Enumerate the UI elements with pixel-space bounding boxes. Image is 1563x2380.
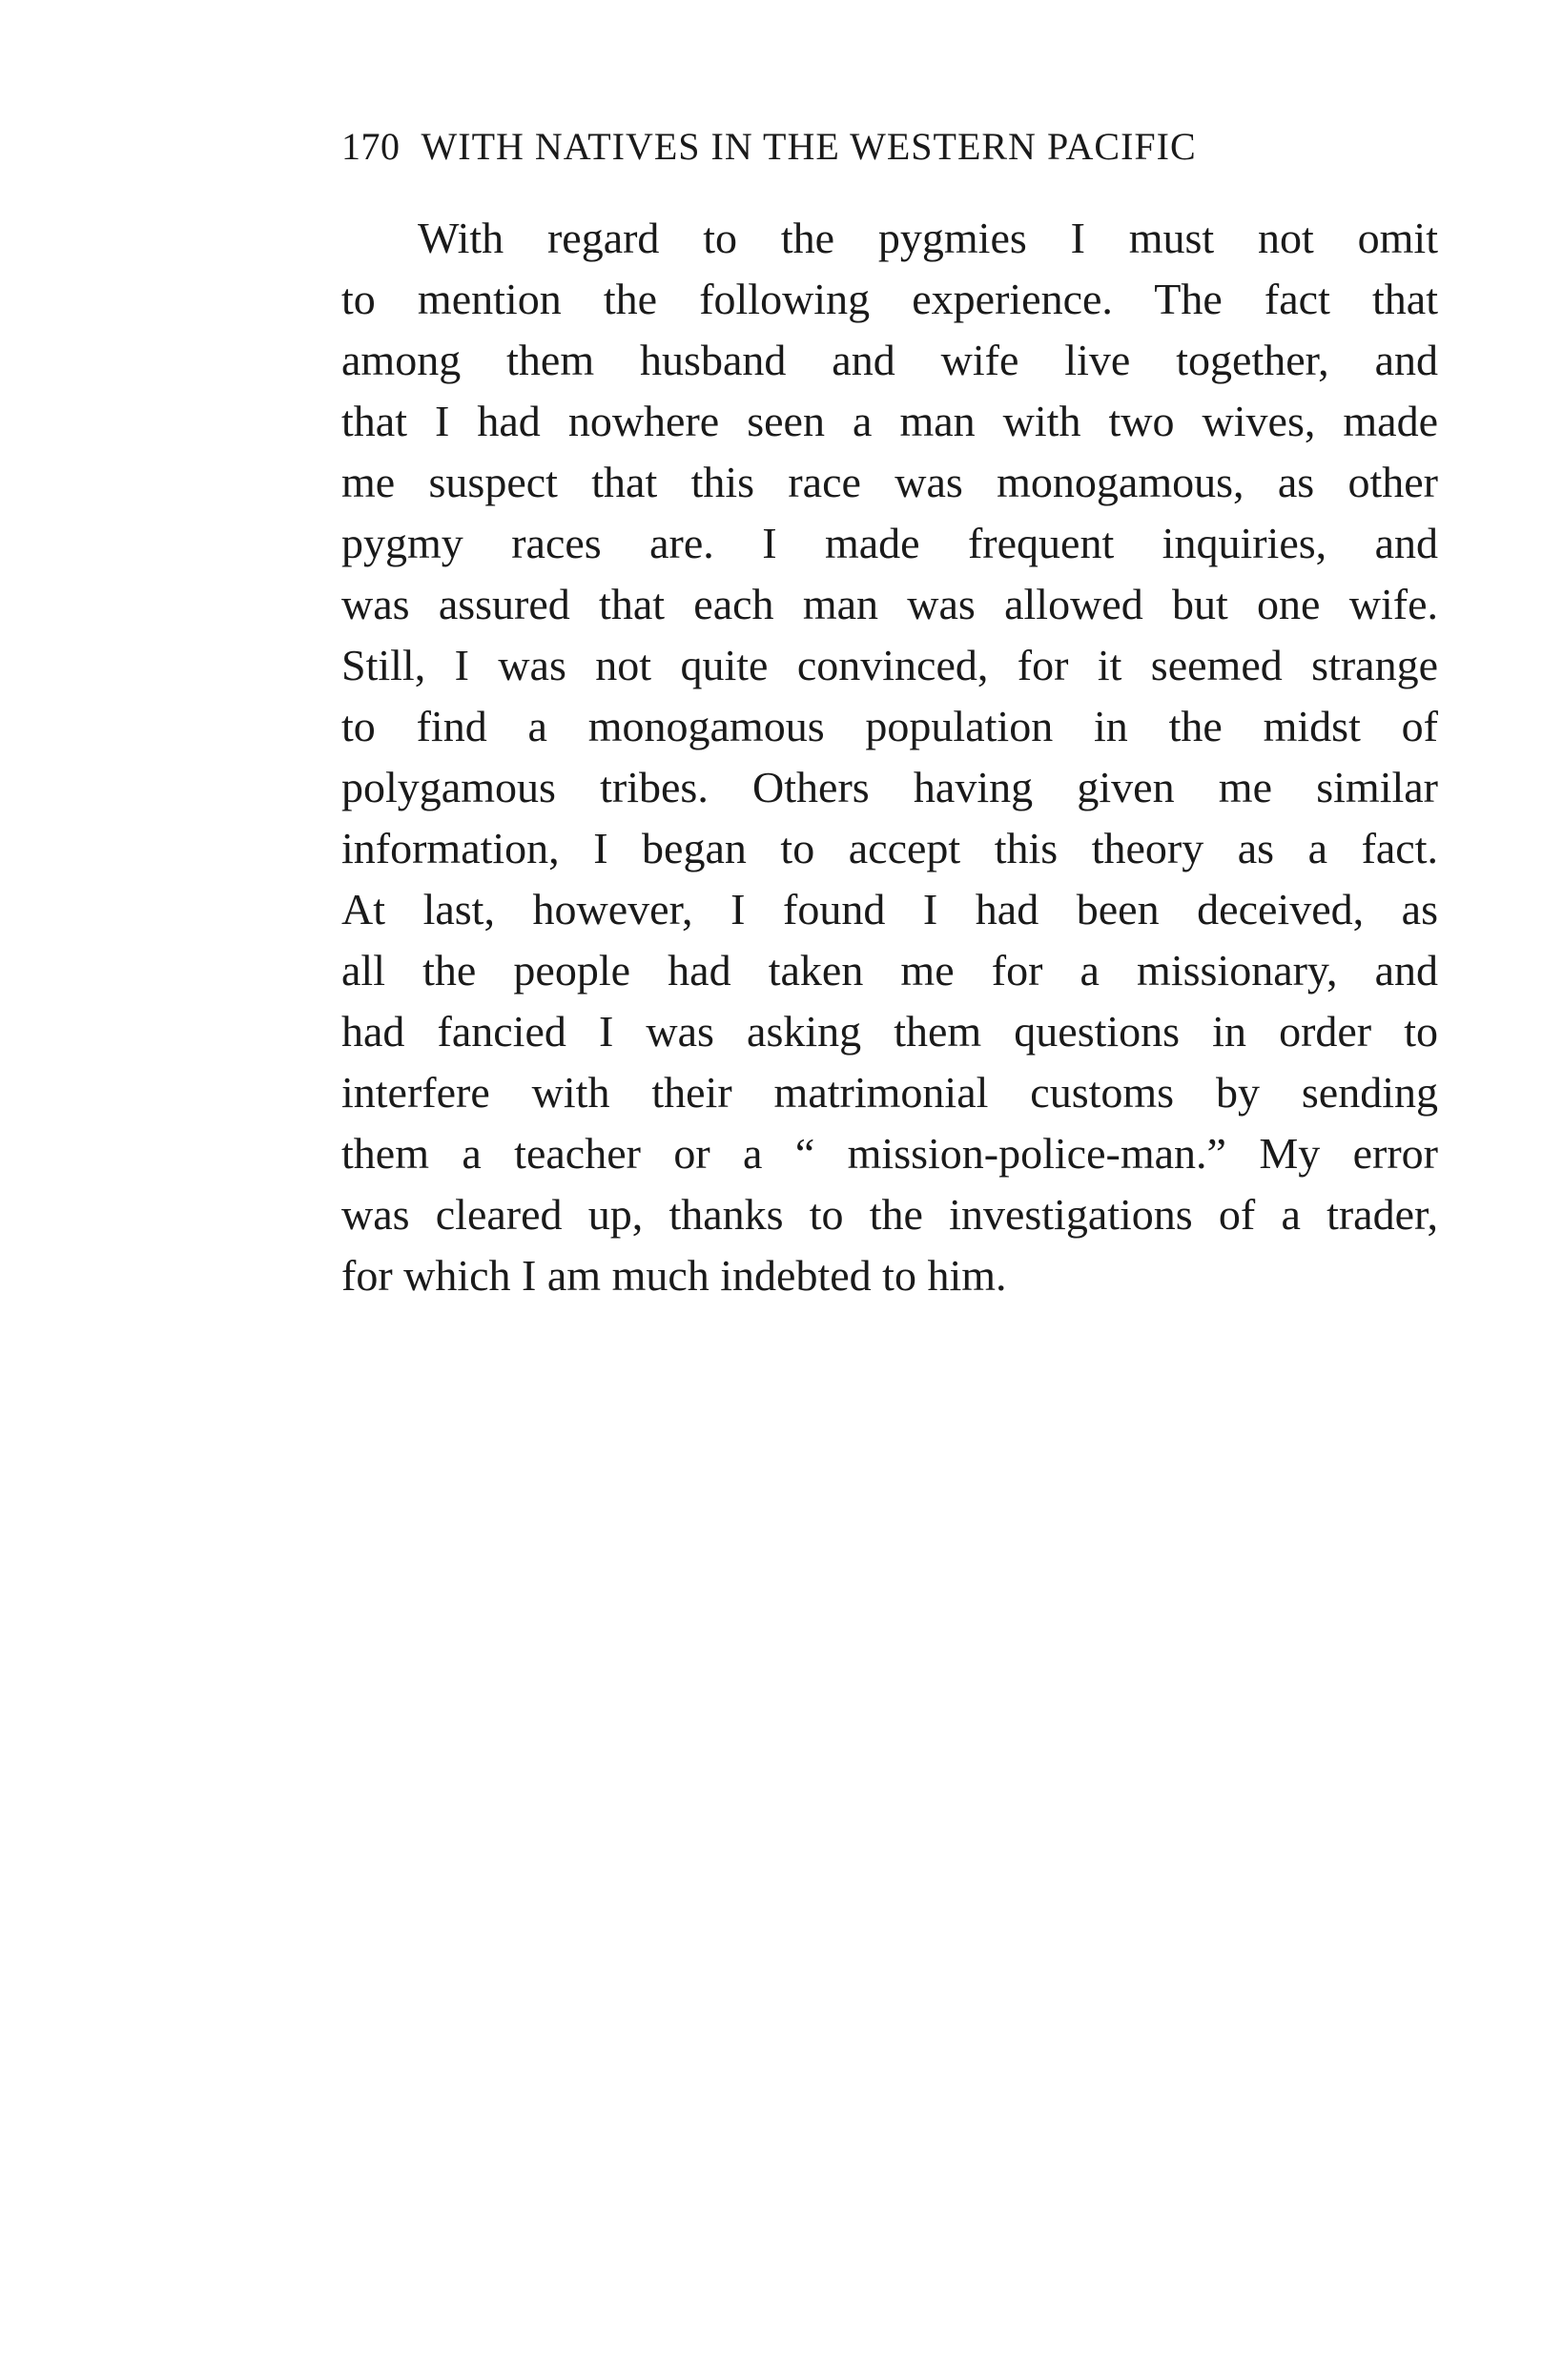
- text-line: Still, I was not quite convinced, for it seemed strange: [341, 641, 1438, 689]
- text-line: pygmy races are. I made frequent inquiries, and: [341, 519, 1438, 567]
- page-number: 170: [341, 125, 401, 168]
- text-line: At last, however, I found I had been deceived, as: [341, 885, 1438, 934]
- body-paragraph: [341, 208, 1438, 1306]
- text-line: was assured that each man was allowed but one wife.: [341, 580, 1438, 628]
- text-line: them a teacher or a “ mission-police-man.” My error: [341, 1129, 1438, 1178]
- text-line: polygamous tribes. Others having given me similar: [341, 763, 1438, 811]
- text-line: all the people had taken me for a missionary, and: [341, 946, 1438, 995]
- text-line: had fancied I was asking them questions in order to: [341, 1007, 1438, 1056]
- text-line: was cleared up, thanks to the investigations of a trader,: [341, 1190, 1438, 1239]
- text-line: to find a monogamous population in the midst of: [341, 702, 1438, 750]
- running-title: WITH NATIVES IN THE WESTERN PACIFIC: [421, 125, 1197, 168]
- text-line: that I had nowhere seen a man with two wives, made: [341, 397, 1438, 445]
- text-line: among them husband and wife live together, and: [341, 336, 1438, 384]
- running-head: [341, 120, 1438, 174]
- text-line: for which I am much indebted to him.: [341, 1251, 1007, 1300]
- text-line: information, I began to accept this theory as a fact.: [341, 824, 1438, 872]
- text-line: With regard to the pygmies I must not omit: [418, 214, 1438, 262]
- text-line: to mention the following experience. The fact that: [341, 275, 1438, 323]
- text-line: interfere with their matrimonial customs by sending: [341, 1068, 1438, 1117]
- text-line: me suspect that this race was monogamous, as other: [341, 458, 1438, 506]
